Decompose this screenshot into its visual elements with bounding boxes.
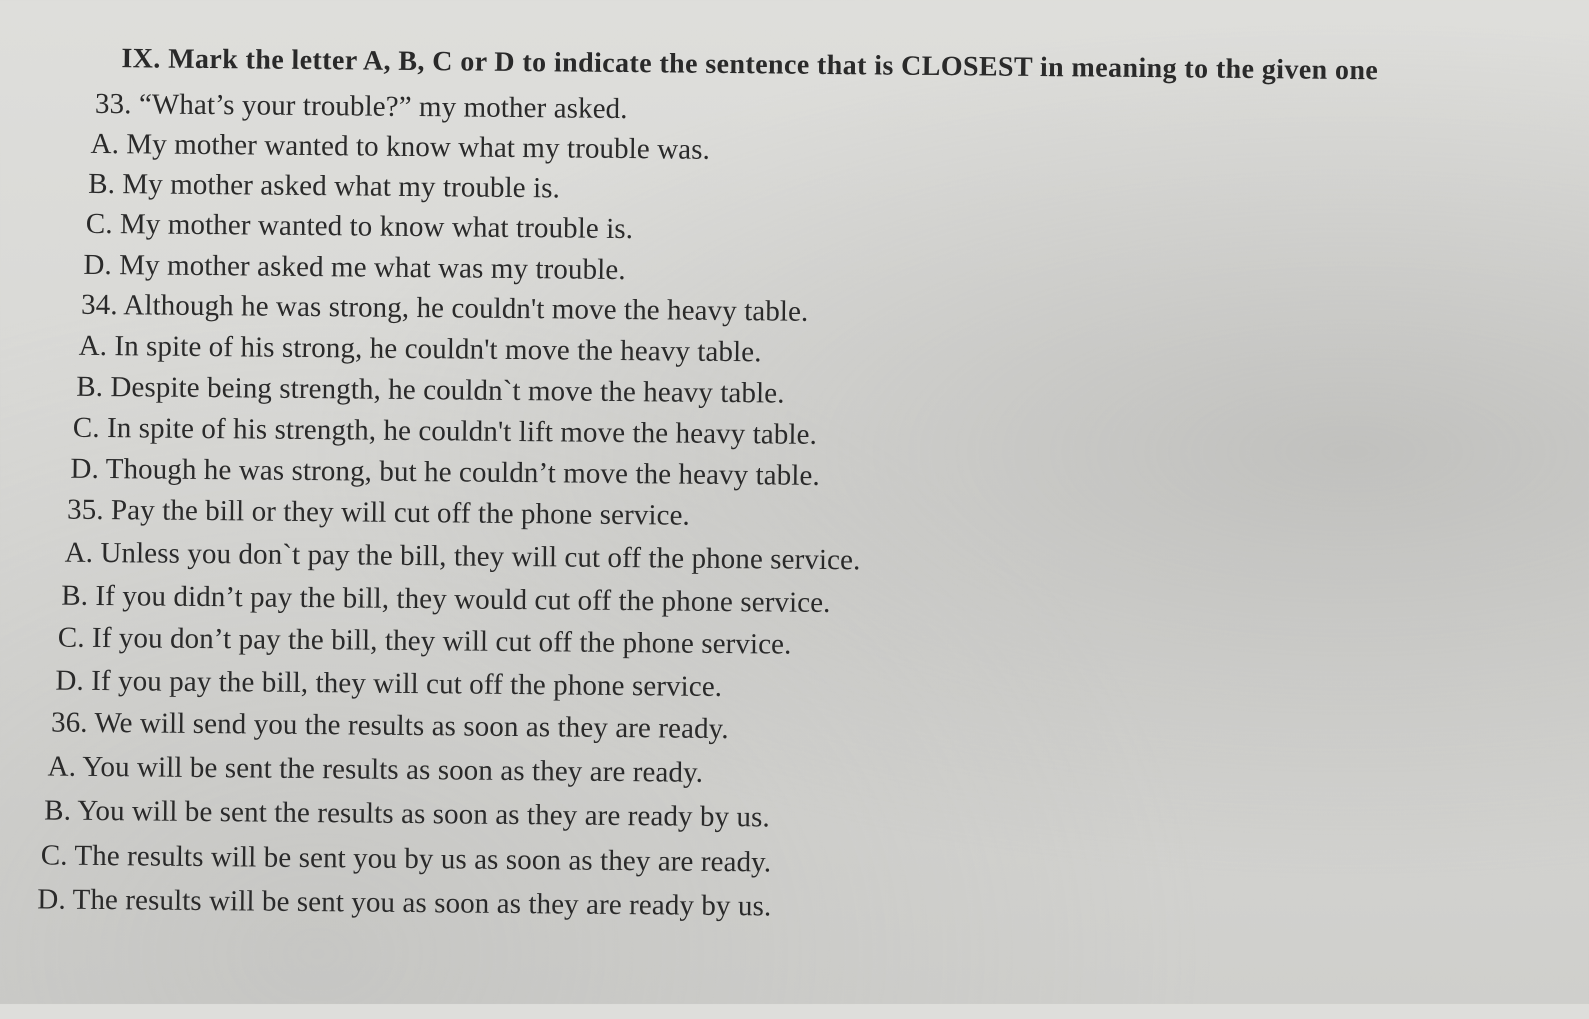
question-34-option-b: B. Despite being strength, he couldn`t move the heavy table. [76,370,785,410]
question-35-option-b: B. If you didn’t pay the bill, they would cut off the phone service. [61,579,831,619]
question-33-option-c: C. My mother wanted to know what trouble is. [85,207,634,246]
question-33-option-b: B. My mother asked what my trouble is. [88,167,561,205]
question-36-option-b: B. You will be sent the results as soon as they are ready by us. [44,794,771,834]
question-34-option-c: C. In spite of his strength, he couldn't lift move the heavy table. [72,411,818,451]
question-35-stem: 35. Pay the bill or they will cut off the phone service. [66,493,691,532]
question-36-option-a: A. You will be sent the results as soon as they are ready. [47,750,704,789]
question-35-option-c: C. If you don’t pay the bill, they will cut off the phone service. [57,621,792,661]
question-35-option-a: A. Unless you don`t pay the bill, they will cut off the phone service. [64,536,861,577]
question-34-option-d: D. Though he was strong, but he couldn’t move the heavy table. [70,452,820,492]
question-36-stem: 36. We will send you the results as soon as they are ready. [50,706,729,746]
question-33-option-d: D. My mother asked me what was my trouble. [83,248,626,287]
question-36-option-d: D. The results will be sent you as soon as they are ready by us. [37,883,772,923]
question-33-stem: 33. “What’s your trouble?” my mother asked. [94,87,628,126]
question-36-option-c: C. The results will be sent you by us as soon as they are ready. [40,839,772,879]
exercise-heading: IX. Mark the letter A, B, C or D to indicate the sentence that is CLOSEST in meaning to the given one [121,43,1379,87]
question-34-stem: 34. Although he was strong, he couldn't move the heavy table. [80,288,809,328]
question-33-option-a: A. My mother wanted to know what my trouble was. [90,127,711,166]
question-35-option-d: D. If you pay the bill, they will cut off the phone service. [55,664,723,703]
question-34-option-a: A. In spite of his strong, he couldn't move the heavy table. [78,329,762,369]
